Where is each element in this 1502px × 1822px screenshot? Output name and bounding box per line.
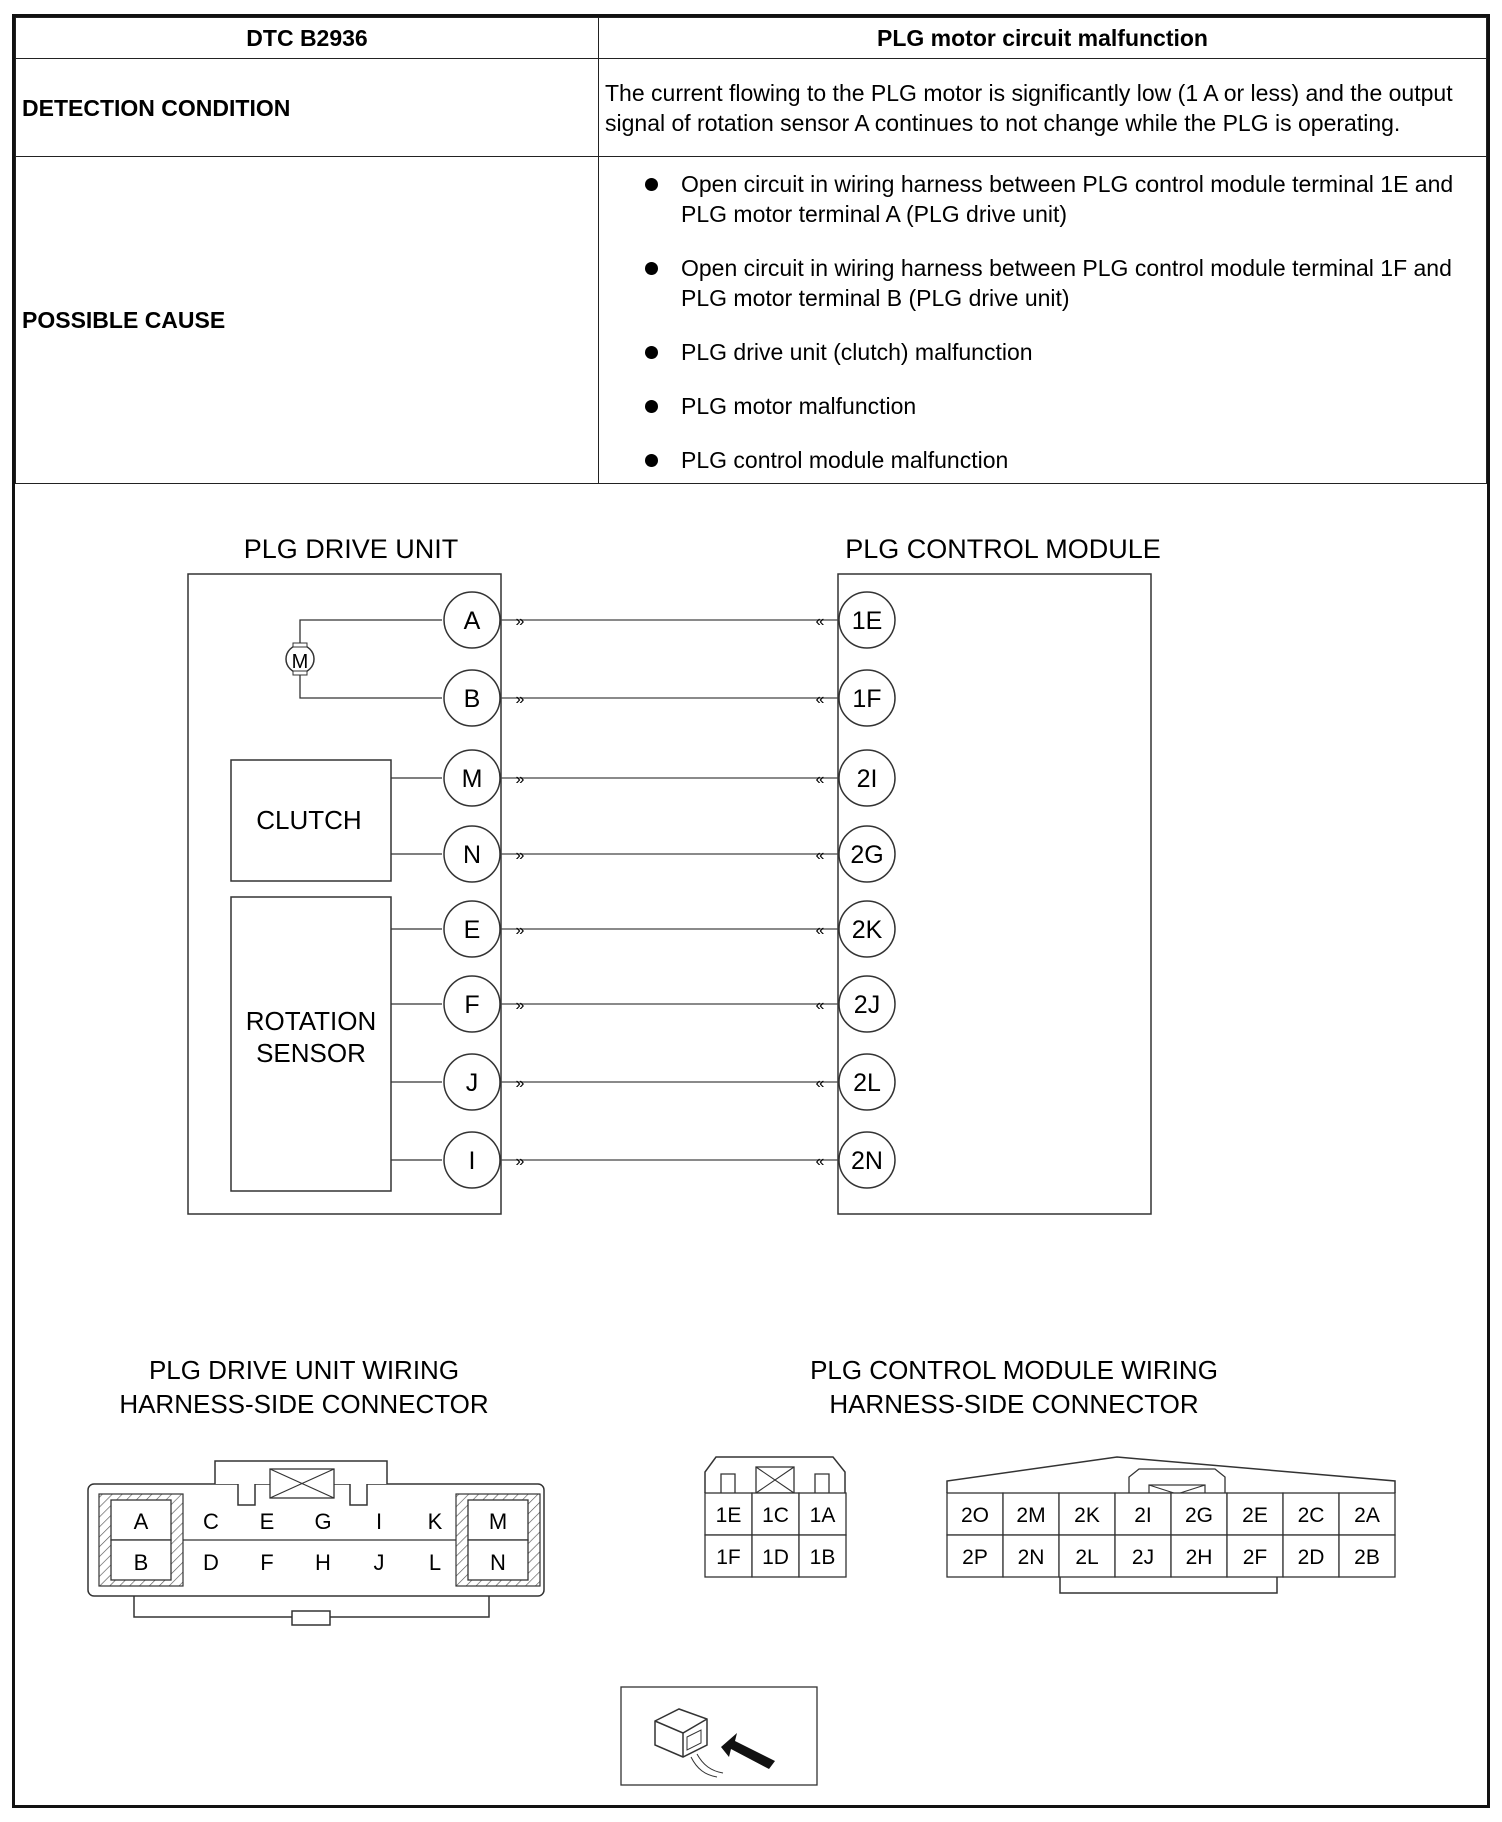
pin-label: 1A [809, 1504, 836, 1527]
pin-label: N [490, 1550, 506, 1575]
drive-unit-title: PLG DRIVE UNIT [243, 534, 459, 564]
pin-label: B [133, 1550, 149, 1575]
drive-terminal [444, 901, 500, 957]
pin-label: 1E [715, 1504, 742, 1527]
drive-unit-box [188, 574, 501, 1214]
pin-label: 2B [1354, 1546, 1380, 1569]
pin-label: M [488, 1509, 508, 1534]
module-terminal-label: 1E [851, 607, 883, 635]
drive-terminal [444, 826, 500, 882]
pin-label: A [133, 1509, 149, 1534]
module-terminal-label: 2N [851, 1147, 883, 1175]
module-terminal [839, 592, 895, 648]
pin-label: 2H [1185, 1546, 1213, 1569]
pin-label: 2D [1297, 1546, 1325, 1569]
cause-label: POSSIBLE CAUSE [16, 157, 599, 484]
drive-connector-title-1: PLG DRIVE UNIT WIRING [148, 1355, 460, 1385]
connector-chevron: » [515, 847, 525, 864]
pin-label: 2L [1075, 1546, 1099, 1569]
module-terminal-label: 2G [850, 841, 884, 869]
motor-label: M [291, 651, 309, 673]
pin-label: J [373, 1550, 385, 1575]
drive-terminal-label: M [461, 765, 483, 793]
drive-terminal [444, 592, 500, 648]
module-terminal [839, 1132, 895, 1188]
pin-label: 2P [962, 1546, 988, 1569]
module-terminal-label: 2L [853, 1069, 881, 1097]
drive-terminal [444, 750, 500, 806]
control-module-box [838, 574, 1151, 1214]
connector-chevron: « [815, 847, 825, 864]
module-terminal-label: 1F [852, 685, 882, 713]
pin-label: 2C [1297, 1504, 1325, 1527]
pin-label: 2G [1184, 1504, 1214, 1527]
dtc-title: PLG motor circuit malfunction [599, 18, 1487, 59]
connector-chevron: « [815, 771, 825, 788]
pin-label: L [428, 1550, 442, 1575]
connector-chevron: » [515, 1153, 525, 1170]
drive-terminal-label: F [464, 991, 480, 1019]
cause-item: PLG motor malfunction [645, 391, 1480, 421]
pin-label: C [203, 1509, 219, 1534]
detection-text: The current flowing to the PLG motor is significantly low (1 A or less) and the output signal of rotation sensor A continues to not change while the PLG is operating. [599, 59, 1487, 157]
connector-view-icon [621, 1687, 817, 1785]
module-terminal [839, 750, 895, 806]
cause-item: Open circuit in wiring harness between PLG control module terminal 1F and PLG motor terminal B (PLG drive unit) [645, 253, 1480, 313]
pin-label: 2E [1242, 1504, 1268, 1527]
pin-label: 2O [960, 1504, 990, 1527]
pin-label: H [315, 1550, 331, 1575]
module-connector-title-2: HARNESS-SIDE CONNECTOR [829, 1389, 1199, 1419]
module-terminal-label: 2K [851, 916, 883, 944]
module-terminal-label: 2J [853, 991, 881, 1019]
drive-terminal-label: J [465, 1069, 479, 1097]
pin-label: D [203, 1550, 219, 1575]
pin-label: I [375, 1509, 383, 1534]
pin-label: 1B [809, 1546, 836, 1569]
drive-terminal-label: A [463, 607, 481, 635]
module-terminal [839, 670, 895, 726]
pin-label: G [314, 1509, 332, 1534]
control-module-title: PLG CONTROL MODULE [845, 534, 1161, 564]
drive-terminal-label: E [463, 916, 481, 944]
drive-terminal-label: I [468, 1147, 476, 1175]
cause-item: Open circuit in wiring harness between PLG control module terminal 1E and PLG motor terminal A (PLG drive unit) [645, 169, 1480, 229]
wiring-diagram [15, 17, 1487, 1805]
connector-chevron: « [815, 922, 825, 939]
pin-label: 2A [1354, 1504, 1380, 1527]
connector-chevron: » [515, 771, 525, 788]
connector-chevron: » [515, 691, 525, 708]
pin-label: E [259, 1509, 275, 1534]
drive-terminal [444, 670, 500, 726]
connector-chevron: « [815, 1075, 825, 1092]
rotation-sensor-label-2: SENSOR [256, 1038, 366, 1068]
pin-label: 2F [1242, 1546, 1268, 1569]
module-terminal [839, 976, 895, 1032]
pin-label: 2K [1074, 1504, 1100, 1527]
connector-chevron: » [515, 613, 525, 630]
dtc-code: DTC B2936 [16, 18, 599, 59]
connector-chevron: » [515, 922, 525, 939]
pin-label: K [427, 1509, 443, 1534]
module-connector-title-1: PLG CONTROL MODULE WIRING [810, 1355, 1218, 1385]
pin-label: 2I [1134, 1504, 1152, 1527]
connector-chevron: « [815, 613, 825, 630]
drive-terminal-label: N [462, 841, 482, 869]
motor-symbol [286, 643, 314, 675]
cause-item: PLG drive unit (clutch) malfunction [645, 337, 1480, 367]
connector-chevron: « [815, 1153, 825, 1170]
drive-terminal [444, 976, 500, 1032]
detection-label: DETECTION CONDITION [16, 59, 599, 157]
document-page [12, 14, 1490, 1808]
clutch-label: CLUTCH [256, 805, 362, 835]
connector-chevron: » [515, 997, 525, 1014]
pin-label: 1D [762, 1546, 789, 1569]
rotation-sensor-label-1: ROTATION [245, 1006, 377, 1036]
module-terminal-label: 2I [856, 765, 878, 793]
cause-item: PLG control module malfunction [645, 445, 1480, 475]
connector-chevron: « [815, 997, 825, 1014]
module-terminal [839, 901, 895, 957]
drive-unit-connector [88, 1461, 544, 1625]
pin-label: 1C [762, 1504, 789, 1527]
drive-terminal [444, 1132, 500, 1188]
connector-chevron: « [815, 691, 825, 708]
drive-terminal [444, 1054, 500, 1110]
drive-terminal-label: B [463, 685, 481, 713]
drive-connector-title-2: HARNESS-SIDE CONNECTOR [119, 1389, 489, 1419]
module-terminal [839, 826, 895, 882]
module-connector-1 [705, 1457, 846, 1577]
pin-label: F [260, 1550, 274, 1575]
module-terminal [839, 1054, 895, 1110]
wire-connections [444, 592, 895, 1188]
pin-label: 1F [716, 1546, 741, 1569]
connector-chevron: » [515, 1075, 525, 1092]
module-connector-2 [947, 1457, 1395, 1593]
pin-label: 2N [1017, 1546, 1045, 1569]
pin-label: 2J [1131, 1546, 1155, 1569]
pin-label: 2M [1016, 1504, 1046, 1527]
